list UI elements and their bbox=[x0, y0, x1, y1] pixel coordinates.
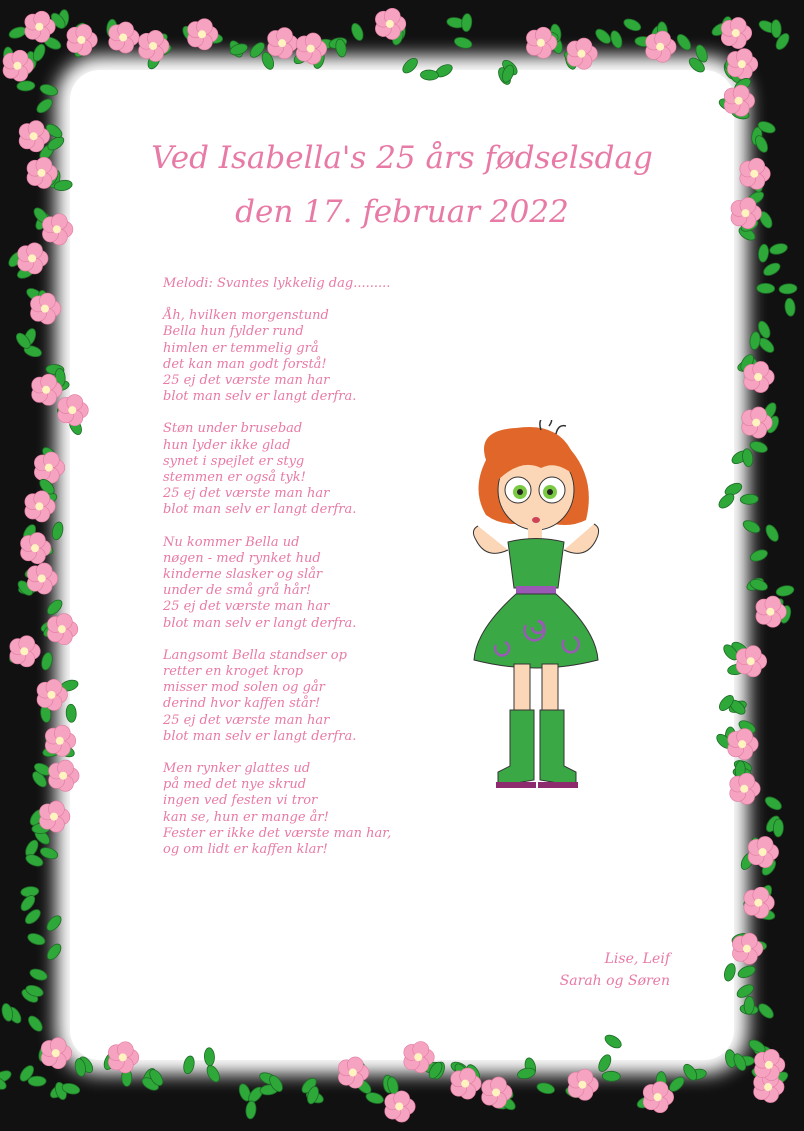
signature bbox=[560, 948, 670, 992]
flower-center bbox=[56, 737, 64, 745]
flower-center bbox=[738, 60, 746, 68]
leaf bbox=[773, 819, 784, 837]
flower-center bbox=[45, 464, 53, 472]
page-title: Ved Isabella's 25 års fødselsdag bbox=[151, 140, 653, 176]
verse bbox=[163, 648, 463, 745]
leaf bbox=[675, 32, 694, 52]
flower-center bbox=[13, 62, 21, 70]
verse-line: blot man selv er langt derfra. bbox=[163, 615, 357, 631]
verse-line: misser mod solen og går bbox=[163, 680, 325, 696]
verse bbox=[163, 308, 463, 405]
leaf bbox=[763, 794, 784, 812]
signature-line-1: Lise, Leif bbox=[604, 951, 670, 967]
verse-line: derind hvor kaffen står! bbox=[163, 696, 321, 712]
leaf bbox=[461, 13, 473, 32]
flower-center bbox=[52, 1049, 60, 1057]
flower-center bbox=[537, 39, 545, 47]
flower-center bbox=[759, 848, 767, 856]
verse-line: himlen er temmelig grå bbox=[163, 340, 319, 356]
verse-line: Men rynker glattes ud bbox=[163, 761, 311, 777]
flower-center bbox=[740, 785, 748, 793]
flower-center bbox=[31, 544, 39, 552]
leaf bbox=[622, 17, 643, 33]
leaf bbox=[761, 261, 782, 278]
verse-line: synet i spejlet er styg bbox=[163, 453, 305, 469]
leaf bbox=[749, 548, 769, 564]
flower-center bbox=[119, 1053, 127, 1061]
flower-center bbox=[149, 42, 157, 50]
leaf bbox=[26, 1014, 45, 1034]
verse-line: Åh, hvilken morgenstund bbox=[163, 308, 329, 324]
leaf bbox=[602, 1071, 620, 1082]
flower-center bbox=[743, 945, 751, 953]
leaf bbox=[44, 913, 63, 933]
flower-center bbox=[77, 36, 85, 44]
leaf bbox=[741, 448, 753, 467]
leaf bbox=[34, 96, 54, 115]
flower-center bbox=[747, 657, 755, 665]
flower-center bbox=[41, 305, 49, 313]
verse-line: nøgen - med rynket hud bbox=[163, 550, 321, 566]
verse-line: under de små grå hår! bbox=[163, 583, 312, 599]
flower-center bbox=[386, 20, 394, 28]
flower-center bbox=[119, 33, 127, 41]
leaf bbox=[39, 846, 59, 861]
leaf bbox=[603, 1032, 624, 1050]
leaf bbox=[756, 1001, 776, 1021]
leaf bbox=[784, 298, 796, 317]
leaf bbox=[736, 964, 756, 980]
flower-center bbox=[28, 254, 36, 262]
leaf bbox=[757, 283, 775, 294]
verse-line: 25 ej det værste man har bbox=[163, 486, 330, 502]
flower-center bbox=[278, 39, 286, 47]
leaf bbox=[749, 331, 761, 350]
leaf bbox=[39, 83, 59, 98]
verse-line: blot man selv er langt derfra. bbox=[163, 502, 357, 518]
flower-center bbox=[35, 502, 43, 510]
verse bbox=[163, 761, 463, 858]
verse-line: Bella hun fylder rund bbox=[163, 324, 304, 340]
verse-line: 25 ej det værste man har bbox=[163, 599, 330, 615]
flower-center bbox=[764, 1083, 772, 1091]
verse-line: kan se, hun er mange år! bbox=[163, 809, 329, 825]
flower-center bbox=[754, 373, 762, 381]
verse-line: Støn under brusebad bbox=[163, 421, 303, 437]
leaf bbox=[349, 22, 365, 42]
verse-line: Nu kommer Bella ud bbox=[163, 534, 300, 550]
verse-line: hun lyder ikke glad bbox=[163, 437, 291, 453]
leaf bbox=[735, 982, 756, 1000]
flower-center bbox=[35, 23, 43, 31]
leaf bbox=[749, 439, 769, 454]
melody-line: Melodi: Svantes lykkelig dag......... bbox=[163, 276, 391, 291]
leaf bbox=[596, 1053, 613, 1074]
verse-line: stemmen er også tyk! bbox=[163, 470, 306, 486]
flower-center bbox=[414, 1053, 422, 1061]
flower-center bbox=[461, 1080, 469, 1088]
flower-center bbox=[732, 29, 740, 37]
flower-center bbox=[752, 419, 760, 427]
leaf bbox=[609, 29, 624, 49]
flower-center bbox=[754, 899, 762, 907]
leaf bbox=[536, 1081, 556, 1095]
verse-line: ingen ved festen vi tror bbox=[163, 793, 318, 809]
leaf bbox=[205, 1063, 222, 1084]
flower-center bbox=[59, 772, 67, 780]
flower-center bbox=[68, 406, 76, 414]
verse-line: Langsomt Bella standser op bbox=[163, 647, 347, 663]
flower-center bbox=[578, 1081, 586, 1089]
flower-center bbox=[766, 608, 774, 616]
flower-center bbox=[349, 1069, 357, 1077]
leaf bbox=[763, 523, 780, 544]
verse-line: blot man selv er langt derfra. bbox=[163, 728, 357, 744]
leaf bbox=[593, 27, 613, 47]
flower-center bbox=[307, 45, 315, 53]
leaf bbox=[771, 20, 782, 38]
verse-line: 25 ej det værste man har bbox=[163, 373, 330, 389]
flower-center bbox=[47, 691, 55, 699]
leaf bbox=[779, 283, 798, 295]
leaf bbox=[453, 36, 473, 51]
leaf bbox=[741, 518, 762, 535]
cartoon-girl-illustration bbox=[446, 420, 626, 810]
leaf bbox=[45, 942, 64, 962]
leaf bbox=[420, 70, 438, 81]
leaf bbox=[40, 651, 54, 671]
verse bbox=[163, 535, 463, 632]
leaf bbox=[26, 931, 46, 947]
verses bbox=[163, 308, 463, 858]
verse-line: på med det nye skrud bbox=[163, 777, 307, 793]
verse-line: retter en kroget krop bbox=[163, 664, 304, 680]
leaf bbox=[28, 967, 48, 982]
leaf bbox=[182, 1055, 196, 1075]
leaf bbox=[28, 1076, 46, 1086]
leaf bbox=[400, 56, 420, 76]
leaf bbox=[723, 962, 738, 982]
flower-center bbox=[735, 97, 743, 105]
leaf bbox=[204, 1048, 215, 1066]
song-text bbox=[163, 276, 463, 874]
verse-line: kinderne slasker og slår bbox=[163, 567, 323, 583]
leaf bbox=[775, 584, 795, 598]
flower-center bbox=[492, 1089, 500, 1097]
leaf bbox=[758, 244, 770, 263]
flower-center bbox=[50, 813, 58, 821]
leaf bbox=[17, 80, 35, 91]
leaf bbox=[740, 494, 758, 505]
leaf bbox=[245, 1100, 257, 1119]
flower-center bbox=[42, 386, 50, 394]
flower-center bbox=[656, 43, 664, 51]
flower-center bbox=[577, 50, 585, 58]
flower-center bbox=[654, 1093, 662, 1101]
flower-center bbox=[38, 575, 46, 583]
flower-center bbox=[765, 1061, 773, 1069]
signature-line-2: Sarah og Søren bbox=[559, 973, 670, 989]
flower-center bbox=[395, 1102, 403, 1110]
flower-center bbox=[58, 625, 66, 633]
verse-line: det kan man godt forstå! bbox=[163, 356, 327, 372]
flower-center bbox=[198, 30, 206, 38]
leaf bbox=[51, 521, 65, 541]
flower-center bbox=[738, 740, 746, 748]
leaf bbox=[66, 704, 77, 722]
verse bbox=[163, 421, 463, 518]
verse-line: Fester er ikke det værste man har, bbox=[163, 825, 392, 841]
leaf bbox=[769, 242, 789, 256]
verse-line: blot man selv er langt derfra. bbox=[163, 389, 357, 405]
verse-line: og om lidt er kaffen klar! bbox=[163, 842, 328, 858]
flower-center bbox=[20, 647, 28, 655]
verse-line: 25 ej det værste man har bbox=[163, 712, 330, 728]
page-subtitle-date: den 17. februar 2022 bbox=[235, 194, 569, 230]
